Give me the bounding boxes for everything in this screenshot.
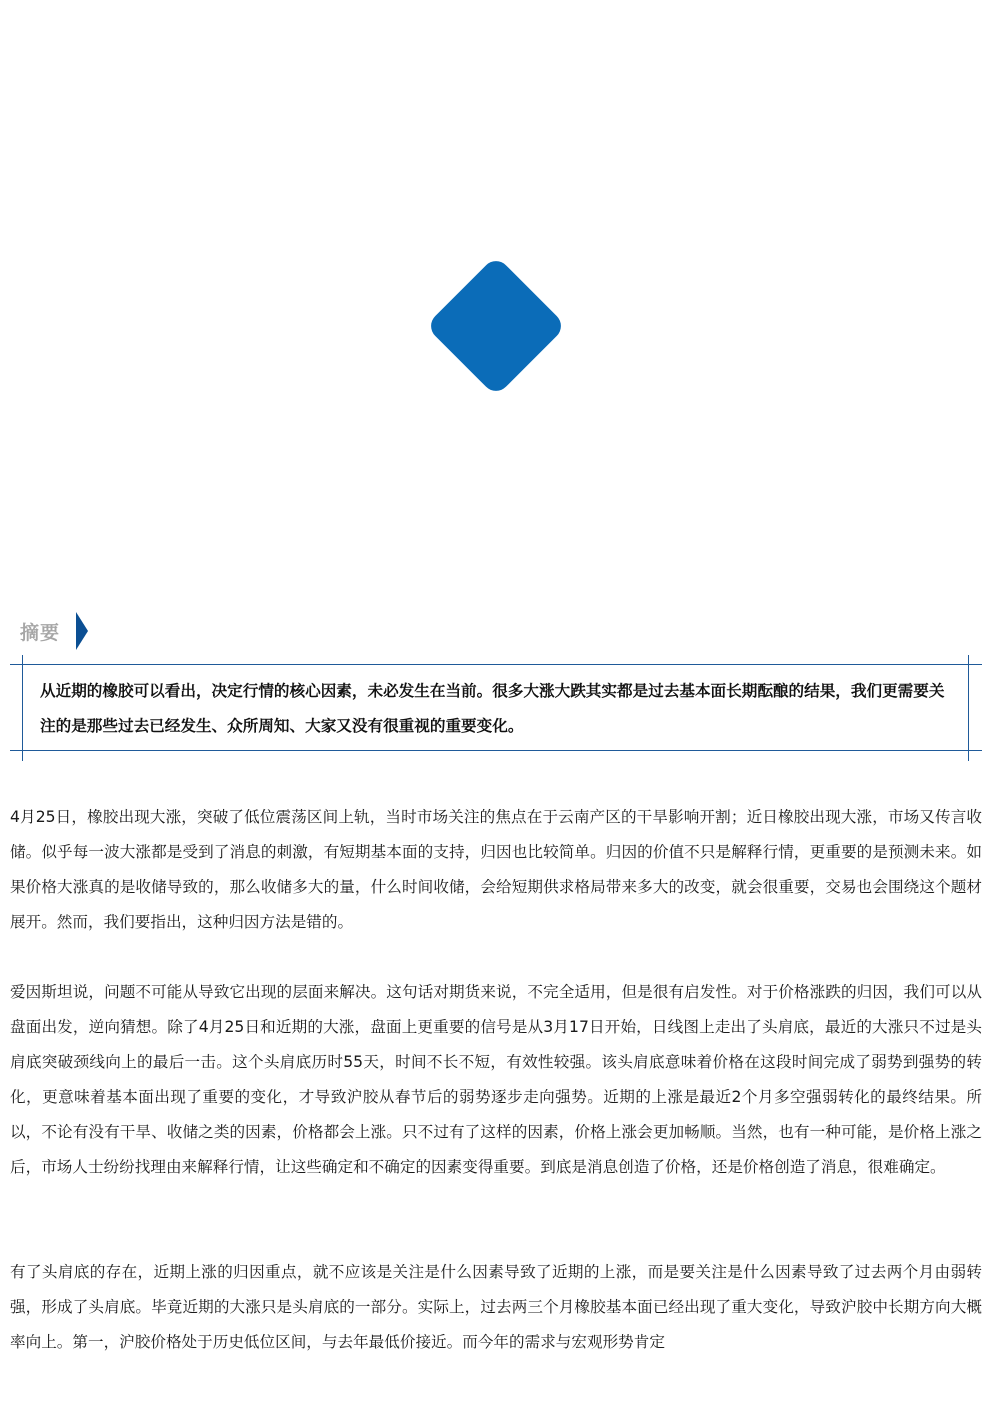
summary-text: 从近期的橡胶可以看出，决定行情的核心因素，未必发生在当前。很多大涨大跌其实都是过去基本面长期酝酿的结果，我们更需要关注的是那些过去已经发生、众所周知、大家又没有很重视的重要变化。 — [40, 682, 945, 735]
body-paragraph-3: 有了头肩底的存在，近期上涨的归因重点，就不应该是关注是什么因素导致了近期的上涨，而是要关注是什么因素导致了过去两个月由弱转强，形成了头肩底。毕竟近期的大涨只是头肩底的一部分。实际上，过去两三个月橡胶基本面已经出现了重大变化，导致沪胶中长期方向大概率向上。第一，沪胶价格处于历史低位区间，与去年最低价接近。而今年的需求与宏观形势肯定 — [10, 1263, 982, 1351]
arrow-right-icon — [76, 612, 88, 650]
summary-left-rule — [22, 655, 23, 761]
summary-box — [10, 655, 982, 761]
diamond-logo-icon — [425, 255, 566, 396]
abstract-header — [20, 612, 88, 650]
summary-bottom-rule — [10, 750, 982, 751]
abstract-title: 摘要 — [20, 621, 61, 644]
body-paragraph-2: 爱因斯坦说，问题不可能从导致它出现的层面来解决。这句话对期货来说，不完全适用，但是很有启发性。对于价格涨跌的归因，我们可以从盘面出发，逆向猜想。除了4月25日和近期的大涨，盘面上更重要的信号是从3月17日开始，日线图上走出了头肩底，最近的大涨只不过是头肩底突破颈线向上的最后一击。这个头肩底历时55天，时间不长不短，有效性较强。该头肩底意味着价格在这段时间完成了弱势到强势的转化，更意味着基本面出现了重要的变化，才导致沪胶从春节后的弱势逐步走向强势。近期的上涨是最近2个月多空强弱转化的最终结果。所以，不论有没有干旱、收储之类的因素，价格都会上涨。只不过有了这样的因素，价格上涨会更加畅顺。当然，也有一种可能，是价格上涨之后，市场人士纷纷找理由来解释行情，让这些确定和不确定的因素变得重要。到底是消息创造了价格，还是价格创造了消息，很难确定。 — [10, 983, 982, 1176]
body-paragraph-1: 4月25日，橡胶出现大涨，突破了低位震荡区间上轨，当时市场关注的焦点在于云南产区的干旱影响开割；近日橡胶出现大涨，市场又传言收储。似乎每一波大涨都是受到了消息的刺激，有短期基本面的支持，归因也比较简单。归因的价值不只是解释行情，更重要的是预测未来。如果价格大涨真的是收储导致的，那么收储多大的量，什么时间收储，会给短期供求格局带来多大的改变，就会很重要，交易也会围绕这个题材展开。然而，我们要指出，这种归因方法是错的。 — [10, 808, 982, 931]
summary-right-rule — [968, 655, 969, 761]
summary-top-rule — [10, 664, 982, 665]
